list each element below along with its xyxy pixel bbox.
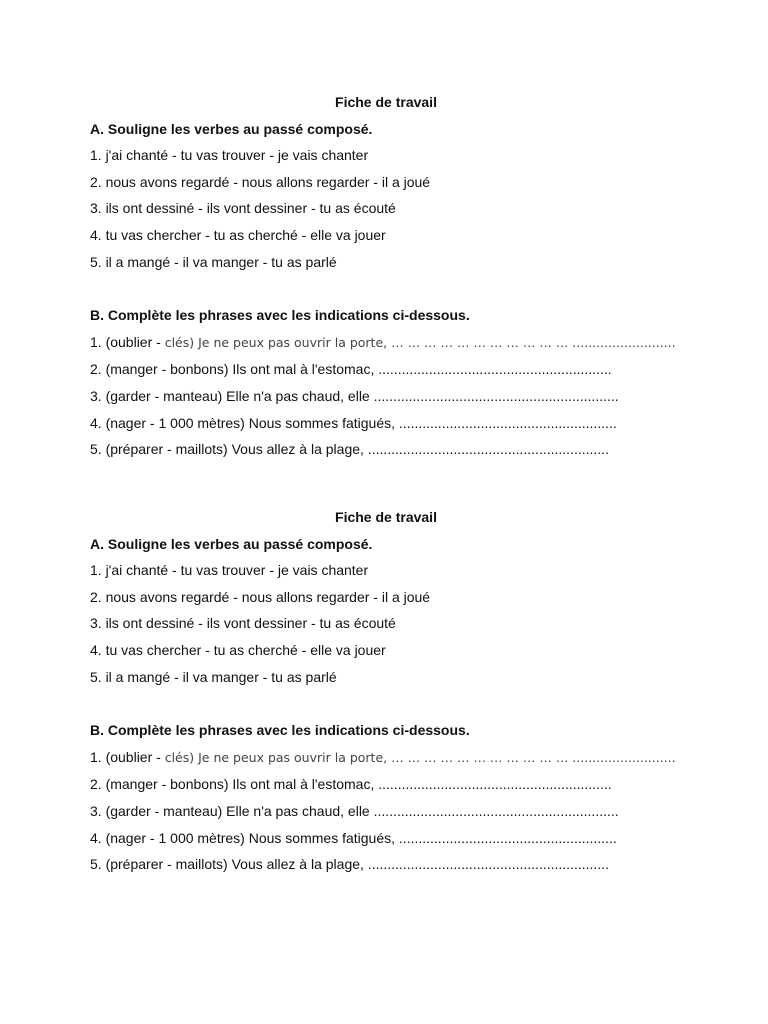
section-b-item-1-typed: clés) Je ne peux pas ouvrir la porte, … … … … … … … … … … … ..........................: [164, 334, 676, 350]
section-b-item-1: [90, 744, 768, 772]
section-b-item-2: 2. (manger - bonbons) Ils ont mal à l'estomac, ............................................................: [90, 361, 612, 378]
worksheet-title: Fiche de travail: [335, 509, 437, 525]
section-b-item-4: 4. (nager - 1 000 mètres) Nous sommes fatigués, ........................................................: [90, 829, 617, 846]
section-b-item-5: 5. (préparer - maillots) Vous allez à la plage, ..............................................................: [90, 856, 609, 873]
section-b-item-2: 2. (manger - bonbons) Ils ont mal à l'estomac, ............................................................: [90, 776, 612, 793]
worksheet-2: [0, 504, 768, 878]
worksheet-title: Fiche de travail: [335, 94, 437, 110]
section-b-heading: B. Complète les phrases avec les indications ci-dessous.: [90, 722, 470, 739]
section-a-item-2: 2. nous avons regardé - nous allons regarder - il a joué: [90, 588, 431, 605]
section-b-item-1: [90, 329, 768, 357]
section-b-item-1-prefix: 1. (oublier -: [90, 748, 165, 765]
section-a-item-4: 4. tu vas chercher - tu as cherché - elle va jouer: [90, 641, 386, 658]
section-a-item-3: 3. ils ont dessiné - ils vont dessiner - tu as écouté: [90, 200, 396, 217]
section-b-item-3: 3. (garder - manteau) Elle n'a pas chaud, elle ...............................................................: [90, 387, 619, 404]
worksheet-1: [0, 89, 768, 463]
section-spacer: [0, 275, 768, 302]
section-a-heading: A. Souligne les verbes au passé composé.: [90, 120, 373, 137]
section-b-item-3: 3. (garder - manteau) Elle n'a pas chaud, elle ...............................................................: [90, 802, 619, 819]
section-spacer: [0, 690, 768, 717]
section-a-item-2: 2. nous avons regardé - nous allons regarder - il a joué: [90, 173, 431, 190]
section-b-item-5: 5. (préparer - maillots) Vous allez à la plage, ..............................................................: [90, 441, 609, 458]
section-a-item-5: 5. il a mangé - il va manger - tu as parlé: [90, 668, 337, 685]
section-b-item-1-prefix: 1. (oublier -: [90, 333, 165, 350]
section-a-item-4: 4. tu vas chercher - tu as cherché - elle va jouer: [90, 226, 386, 243]
section-a-item-1: 1. j'ai chanté - tu vas trouver - je vais chanter: [90, 147, 369, 164]
section-b-heading: B. Complète les phrases avec les indications ci-dessous.: [90, 307, 470, 324]
section-a-item-1: 1. j'ai chanté - tu vas trouver - je vais chanter: [90, 562, 369, 579]
section-b-item-1-typed: clés) Je ne peux pas ouvrir la porte, … … … … … … … … … … … ..........................: [164, 749, 676, 765]
section-a-item-3: 3. ils ont dessiné - ils vont dessiner - tu as écouté: [90, 615, 396, 632]
section-a-item-5: 5. il a mangé - il va manger - tu as parlé: [90, 253, 337, 270]
section-b-item-4: 4. (nager - 1 000 mètres) Nous sommes fatigués, ........................................................: [90, 414, 617, 431]
section-a-heading: A. Souligne les verbes au passé composé.: [90, 535, 373, 552]
